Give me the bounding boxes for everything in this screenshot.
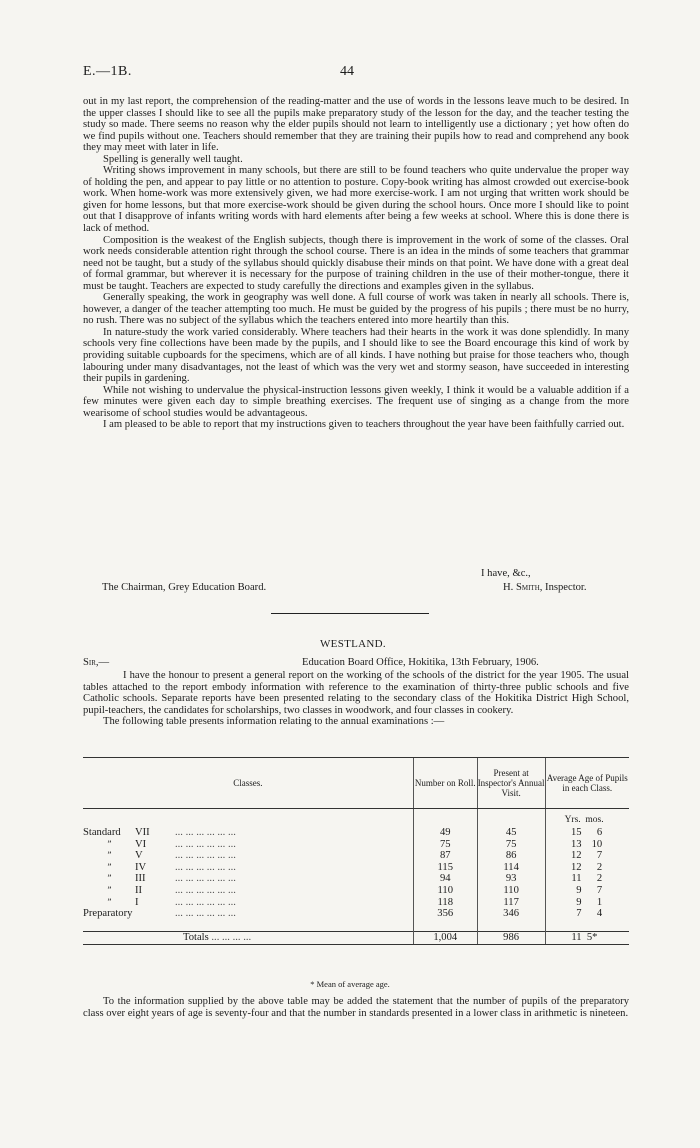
leader-dots: ... ... ... ... ... ... bbox=[175, 838, 236, 850]
table-row bbox=[83, 850, 629, 862]
present-cell: 346 bbox=[477, 908, 545, 920]
header-classes: Classes. bbox=[83, 758, 413, 809]
signer-name: Smith bbox=[515, 582, 540, 593]
spacer-row bbox=[83, 920, 629, 932]
table-header-row bbox=[83, 758, 629, 809]
age-cell: 9 7 bbox=[545, 885, 629, 897]
class-numeral: IV bbox=[135, 861, 147, 873]
table-row bbox=[83, 885, 629, 897]
units-row bbox=[83, 809, 629, 828]
totals-row bbox=[83, 932, 629, 945]
header-roll: Number on Roll. bbox=[413, 758, 477, 809]
paragraph-physical-instruction: While not wishing to undervalue the physical-instruction lessons given weekly, I think it would be a valuable addition if a few minutes were given each day to simple breathing exercises. The frequent use of singing as a change from the more wearisome of school studies would be advantageous. bbox=[83, 384, 629, 419]
present-cell: 45 bbox=[477, 827, 545, 839]
class-prefix: Standard bbox=[83, 827, 121, 838]
totals-label: Totals bbox=[183, 932, 209, 944]
leader-dots: ... ... ... ... ... ... bbox=[175, 896, 236, 908]
addressee: The Chairman, Grey Education Board. bbox=[102, 582, 267, 593]
paragraph-instructions: I am pleased to be able to report that my instructions given to teachers throughout the year have been faithfully carried out. bbox=[103, 419, 625, 431]
leader-dots: ... ... ... ... ... ... bbox=[175, 827, 236, 838]
westland-intro bbox=[83, 670, 629, 728]
examination-table bbox=[83, 757, 629, 945]
totals-dots: ... ... ... ... bbox=[211, 932, 252, 944]
roll-cell: 75 bbox=[413, 839, 477, 851]
age-cell: 11 2 bbox=[545, 873, 629, 885]
class-numeral: VI bbox=[135, 838, 147, 850]
age-cell: 15 6 bbox=[545, 827, 629, 839]
roll-cell: 87 bbox=[413, 850, 477, 862]
paragraph-closing: To the information supplied by the above table may be added the statement that the number of pupils of the preparatory class over eight years of age is seventy-four and that the number in standards presented in a lower class in arithmetic is nineteen. bbox=[83, 996, 629, 1019]
class-numeral: VII bbox=[135, 827, 150, 838]
totals-roll: 1,004 bbox=[413, 932, 477, 945]
roll-cell: 110 bbox=[413, 885, 477, 897]
class-numeral: I bbox=[135, 896, 139, 908]
paragraph-writing: Writing shows improvement in many schools, but there are still to be found teachers who quite undervalue the proper way of holding the pen, and appear to pay little or no attention to posture. Copy-book writing has almost crowded out exercise-book work. When home-work was more extensively given, we had more exercise-work. I am not urging that written work should be given for home lessons, but that more exercise-work should be given during the school hours. Once more I should like to point out that I disapprove of infants writing words with hard elements after being a few weeks at school. Where this is done there is lack of method. bbox=[83, 165, 629, 235]
paragraph-nature-study: In nature-study the work varied considerably. Where teachers had their hearts in the work it was done splendidly. In many schools very fine collections have been made by the pupils, and I should like to see the Board encourage this kind of work by providing suitable cupboards for the specimens, which are of all kinds. I have nothing but praise for those teachers who, though labouring under many disadvantages, not the least of which was the very wet and stormy season, have succeeded in interesting their pupils in gardening. bbox=[83, 326, 629, 385]
age-cell: 7 4 bbox=[545, 908, 629, 920]
roll-cell: 49 bbox=[413, 827, 477, 839]
table-row bbox=[83, 827, 629, 839]
roll-cell: 356 bbox=[413, 908, 477, 920]
table-row bbox=[83, 908, 629, 920]
paragraph-geography: Generally speaking, the work in geography was well done. A full course of work was taken in nearly all schools. There is, however, a danger of the teacher attempting too much. He must be guided by the progress of his pupils ; there must be no hurry, no rush. There was no subject of the syllabus which the teachers entered into more heartily than this. bbox=[83, 292, 629, 327]
present-cell: 75 bbox=[477, 839, 545, 851]
leader-dots: ... ... ... ... ... ... bbox=[175, 861, 236, 873]
ditto-mark: ” bbox=[106, 873, 112, 884]
salutation: Sir,— bbox=[83, 657, 110, 668]
table-footnote: * Mean of average age. bbox=[310, 979, 390, 989]
roll-cell: 115 bbox=[413, 862, 477, 874]
present-cell: 114 bbox=[477, 862, 545, 874]
page-reference: E.—1B. bbox=[83, 64, 132, 79]
table-row bbox=[83, 839, 629, 851]
leader-dots: ... ... ... ... ... ... bbox=[175, 884, 236, 896]
present-cell: 86 bbox=[477, 850, 545, 862]
leader-dots: ... ... ... ... ... ... bbox=[175, 873, 236, 885]
age-cell: 13 10 bbox=[545, 839, 629, 851]
ditto-mark: ” bbox=[106, 838, 112, 849]
paragraph-composition: Composition is the weakest of the English subjects, though there is improvement in the work of some of the classes. Oral work needs considerable attention right through the school course. There is an idea in the minds of some teachers that grammar need not be taught, but a study of the syllabus should quickly disabuse their minds on that point. We have done with a great deal of formal grammar, but wherever it is necessary for the purpose of training children in the use of their mother-tongue, there it must be taught. Teachers are expected to study carefully the directions and examples given in the syllabus. bbox=[83, 234, 629, 292]
ditto-mark: ” bbox=[106, 896, 112, 907]
closing-formula: I have, &c., bbox=[481, 568, 531, 579]
totals-age: 11 5* bbox=[545, 932, 629, 945]
table-row bbox=[83, 862, 629, 874]
paragraph-table-intro: The following table presents information relating to the annual examinations :— bbox=[103, 716, 445, 728]
roll-cell: 94 bbox=[413, 873, 477, 885]
age-cell: 9 1 bbox=[545, 897, 629, 909]
section-heading: WESTLAND. bbox=[320, 638, 386, 650]
ditto-mark: ” bbox=[106, 884, 112, 895]
class-numeral: II bbox=[135, 884, 143, 896]
closing-text bbox=[83, 996, 629, 1019]
table-row bbox=[83, 873, 629, 885]
ditto-mark: ” bbox=[106, 850, 112, 861]
class-numeral: V bbox=[135, 850, 143, 862]
class-numeral: III bbox=[135, 873, 146, 885]
class-label: Preparatory bbox=[83, 908, 133, 920]
present-cell: 110 bbox=[477, 885, 545, 897]
dateline: Education Board Office, Hokitika, 13th February, 1906. bbox=[302, 657, 539, 668]
present-cell: 93 bbox=[477, 873, 545, 885]
table-row bbox=[83, 897, 629, 909]
page-number: 44 bbox=[340, 64, 354, 79]
leader-dots: ... ... ... ... ... ... bbox=[175, 908, 236, 920]
paragraph-spelling: Spelling is generally well taught. bbox=[103, 153, 243, 165]
grey-report-body bbox=[83, 96, 629, 431]
present-cell: 117 bbox=[477, 897, 545, 909]
paragraph-reading: out in my last report, the comprehension of the reading-matter and the use of words in the lessons leave much to be desired. In the upper classes I should like to see all the pupils make preparatory study of the lesson for the day, and the teacher testing the study so made. There seems no reason why the elder pupils should not learn to intelligently use a dictionary ; yet how often do we find pupils without one. Teachers should remember that they are training their pupils how to read and comprehend any book they may meet with later in life. bbox=[83, 96, 629, 154]
totals-present: 986 bbox=[477, 932, 545, 945]
header-age: Average Age of Pupils in each Class. bbox=[545, 758, 629, 809]
header-present: Present at Inspector's Annual Visit. bbox=[477, 758, 545, 809]
roll-cell: 118 bbox=[413, 897, 477, 909]
paragraph-intro: I have the honour to present a general report on the working of the schools of the district for the year 1905. The usual tables attached to the report embody information with reference to the examination of thirty-three public schools and five Catholic schools. Separate reports have been presented relating to the secondary class of the Hokitika District High School, pupil-teachers, the candidates for scholarships, two classes in woodwork, and four classes in cookery. bbox=[83, 670, 629, 716]
age-cell: 12 7 bbox=[545, 850, 629, 862]
leader-dots: ... ... ... ... ... ... bbox=[175, 850, 236, 862]
age-units: Yrs. mos. bbox=[545, 809, 629, 828]
section-divider bbox=[271, 613, 429, 614]
ditto-mark: ” bbox=[106, 861, 112, 872]
age-cell: 12 2 bbox=[545, 862, 629, 874]
signature: H. Smith, Inspector. bbox=[503, 582, 587, 593]
